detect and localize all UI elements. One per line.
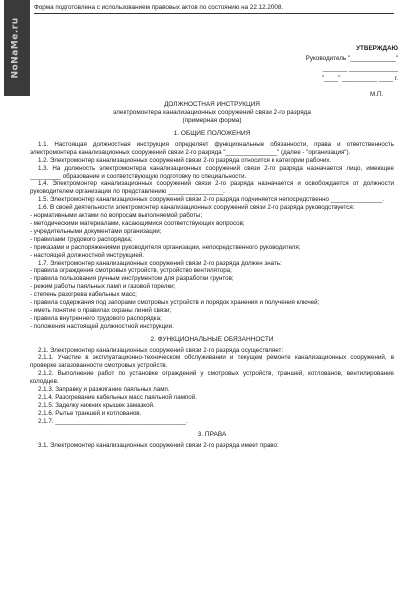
approval-date-line: "____" __________ ____ г. [321,75,398,82]
section-1-heading: 1. ОБЩИЕ ПОЛОЖЕНИЯ [173,130,251,137]
paragraph: 2.1.2. Выполнение работ по установке ограждений у смотровых устройств, траншей, котлованов, вентилирование колодцев. [30,370,394,386]
list-item: - нормативными актами по вопросам выполняемой работы; [30,212,203,220]
approval-heading: УТВЕРЖДАЮ [356,45,398,52]
approval-block [268,44,398,84]
paragraph: 1.4. Электромонтер канализационных сооружений связи 2-го разряда назначается и освобождается от должности руководителем организации по представлению ________________. [30,180,394,196]
approval-director-line: Руководитель "_____________" [305,55,398,62]
paragraph: 1.5. Электромонтер канализационных сооружений связи 2-го разряда подчиняется непосредственно _______________. [38,196,385,204]
section-2-heading: 2. ФУНКЦИОНАЛЬНЫЕ ОБЯЗАННОСТИ [150,335,274,343]
paragraph: 1.2. Электромонтер канализационных сооружений связи 2-го разряда относится к категории рабочих. [38,156,332,164]
list-item: - методическими материалами, касающимися соответствующих вопросов; [30,219,245,227]
watermark-text: NoNaMe.ru [11,17,22,79]
list-item: - правила содержания под запорами смотровых устройств и порядок хранения и получения ключей; [30,299,320,307]
paragraph: 1.6. В своей деятельности электромонтер канализационных сооружений связи 2-го разряда руководствуется: [38,204,355,212]
paragraph: 2.1.7. ______________________________________. [38,417,188,425]
paragraph: 1.3. На должность электромонтера канализационных сооружений связи 2-го разряда назначается лицо, имеющее _________ образование и соответствующую подготовку по специальности. [30,164,394,180]
paragraph: 2.1.1. Участие в эксплуатационно-техническом обслуживании и текущем ремонте канализационных сооружений, в проверке загазованности смотровых устройств. [30,354,394,370]
list-item: - правила внутреннего трудового распорядка; [30,314,162,322]
watermark [4,0,30,96]
paragraph: 2.1.6. Рытье траншей и котлованов. [38,409,142,417]
list-item: - учредительными документами организации; [30,227,162,235]
list-item: - положения настоящей должностной инструкции. [30,322,174,330]
approval-signature-line: _______ ______________ [322,65,398,72]
title-line-2: электромонтера канализационных сооружений связи 2-го разряда [113,109,311,116]
paragraph: 2.1.3. Заправку и разжигание паяльных ламп. [38,386,170,394]
list-item: - правила пользования ручным инструментом для разработки грунтов; [30,275,234,283]
paragraph: 2.1. Электромонтер канализационных сооружений связи 2-го разряда осуществляет: [38,346,284,354]
title-line-1: ДОЛЖНОСТНАЯ ИНСТРУКЦИЯ [164,101,260,108]
list-item: - иметь понятие о правилах охраны линий связи; [30,306,172,314]
section-3-heading: 3. ПРАВА [197,430,227,438]
header-note: Форма подготовлена с использованием правовых актов по состоянию на 22.12.2008. [34,4,394,14]
stamp-place: М.П. [370,91,384,98]
list-item: - правилами трудового распорядка; [30,235,133,243]
paragraph: 1.1. Настоящая должностная инструкция определяет функциональные обязанности, права и ответственность электромонтера канализационных сооружений связи 2-го разряда "_______________" (далее - "организация"). [30,140,394,156]
document-body [30,101,394,449]
title-line-3: (примерная форма) [182,117,242,124]
list-item: - степень разогрева кабельных масс; [30,291,137,299]
paragraph: 2.1.4. Разогревание кабельных масс паяльной лампой. [38,394,197,401]
document-title [30,101,394,125]
paragraph: 2.1.5. Заделку нижних крышек замазкой. [38,401,155,409]
list-item: - правила ограждения смотровых устройств, устройство вентилятора; [30,267,232,275]
list-item: - настоящей должностной инструкцией. [30,251,144,259]
paragraph: 1.7. Электромонтер канализационных сооружений связи 2-го разряда должен знать: [38,259,282,267]
list-item: - режим работы паяльных ламп и газовой горелки; [30,283,176,291]
paragraph: 3.1. Электромонтер канализационных сооружений связи 2-го разряда имеет право: [38,441,279,449]
list-item: - приказами и распоряжениями руководителя организации, непосредственного руководителя; [30,243,301,251]
